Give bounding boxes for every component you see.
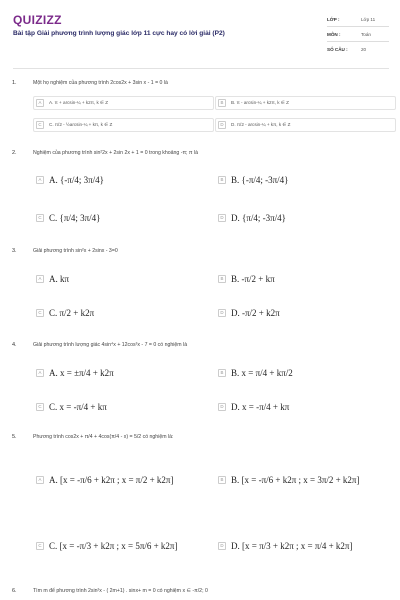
option-badge: C <box>36 309 44 317</box>
document-header <box>0 0 400 68</box>
option-text: D. {π/4; -3π/4} <box>231 213 286 223</box>
option-badge: D <box>218 403 226 411</box>
meta-row-subject <box>327 27 389 42</box>
option-badge: D <box>218 214 226 222</box>
quizizz-logo: QUIZIZZ <box>13 13 62 27</box>
option-badge: A <box>36 275 44 283</box>
option-text: B. x = π/4 + kπ/2 <box>231 368 293 378</box>
option-badge: B <box>218 176 226 184</box>
question-number: 3. <box>12 248 17 254</box>
option-badge: A <box>36 176 44 184</box>
question-number: 2. <box>12 150 17 156</box>
option-text: C. {π/4; 3π/4} <box>49 213 101 223</box>
option-text: B. {-π/4; -3π/4} <box>231 175 289 185</box>
option-text: A. {-π/4; 3π/4} <box>49 175 104 185</box>
option-badge: D <box>218 542 226 550</box>
question-text: Giải phương trình lượng giác 4sin⁴x + 12cos²x - 7 = 0 có nghiệm là <box>33 342 188 348</box>
option-badge: B <box>218 476 226 484</box>
option-text: D. -π/2 + k2π <box>231 308 280 318</box>
question-text: Giải phương trình sin²x + 2sinx - 3=0 <box>33 248 118 254</box>
option-badge: A <box>36 476 44 484</box>
meta-value: Lớp 11 <box>361 16 376 22</box>
question-number: 1. <box>12 80 17 86</box>
option-text: C. x = -π/4 + kπ <box>49 402 107 412</box>
header-divider <box>13 68 389 69</box>
option-text: B. [x = -π/6 + k2π ; x = 3π/2 + k2π] <box>231 475 360 485</box>
document-title: Bài tập Giải phương trình lượng giác lớp 11 cực hay có lời giải (P2) <box>13 30 225 37</box>
question-number: 4. <box>12 342 17 348</box>
option-text: D. π/2 - arcsin-¼ + kπ, k ∈ Z <box>231 122 291 127</box>
meta-table <box>327 12 389 57</box>
option-badge: C <box>36 403 44 411</box>
option-badge: B <box>218 99 226 107</box>
meta-label: LỚP : <box>327 16 340 22</box>
question-text: Nghiệm của phương trình sin²2x + 2sin 2x + 1 = 0 trong khoảng -π; π là <box>33 150 198 156</box>
option-text: C. π/2 - ½arcsin-¼ + kπ, k ∈ Z <box>49 122 113 127</box>
meta-row-class <box>327 12 389 27</box>
option-text: B. -π/2 + kπ <box>231 274 275 284</box>
option-text: A. x = ±π/4 + k2π <box>49 368 114 378</box>
option-badge: D <box>218 121 226 129</box>
question-text: Một họ nghiệm của phương trình 2cos2x + 3sin x - 1 = 0 là <box>33 80 168 86</box>
meta-value: 20 <box>361 47 367 52</box>
option-badge: C <box>36 214 44 222</box>
option-badge: B <box>218 275 226 283</box>
option-badge: C <box>36 542 44 550</box>
option-badge: C <box>36 121 44 129</box>
question-number: 6. <box>12 588 17 594</box>
option-text: D. x = -π/4 + kπ <box>231 402 290 412</box>
option-text: A. [x = -π/6 + k2π ; x = π/2 + k2π] <box>49 475 174 485</box>
question-text: Tìm m để phương trình 2sin²x - ( 2m+1) . sinx+ m = 0 có nghiệm x ∈ -π/2; 0 <box>33 588 208 594</box>
question-number: 5. <box>12 434 17 440</box>
option-badge: B <box>218 369 226 377</box>
option-badge: A <box>36 369 44 377</box>
meta-row-count <box>327 42 389 57</box>
option-text: B. π - arcsin-¼ + k2π, k ∈ Z <box>231 100 289 105</box>
meta-value: Toán <box>361 31 371 37</box>
meta-label: SỐ CÂU : <box>327 47 348 52</box>
option-text: A. π + arcsin-¼ + k2π, k ∈ Z <box>49 100 109 105</box>
option-badge: A <box>36 99 44 107</box>
option-text: D. [x = π/3 + k2π ; x = π/4 + k2π] <box>231 541 353 551</box>
option-badge: D <box>218 309 226 317</box>
meta-label: MÔN : <box>327 31 341 37</box>
option-text: C. [x = -π/3 + k2π ; x = 5π/6 + k2π] <box>49 541 178 551</box>
option-text: A. kπ <box>49 274 70 284</box>
option-text: C. π/2 + k2π <box>49 308 95 318</box>
question-text: Phương trình cos2x + π/4 + 4cos(π/4 - x) = 5/2 có nghiệm là: <box>33 434 174 440</box>
